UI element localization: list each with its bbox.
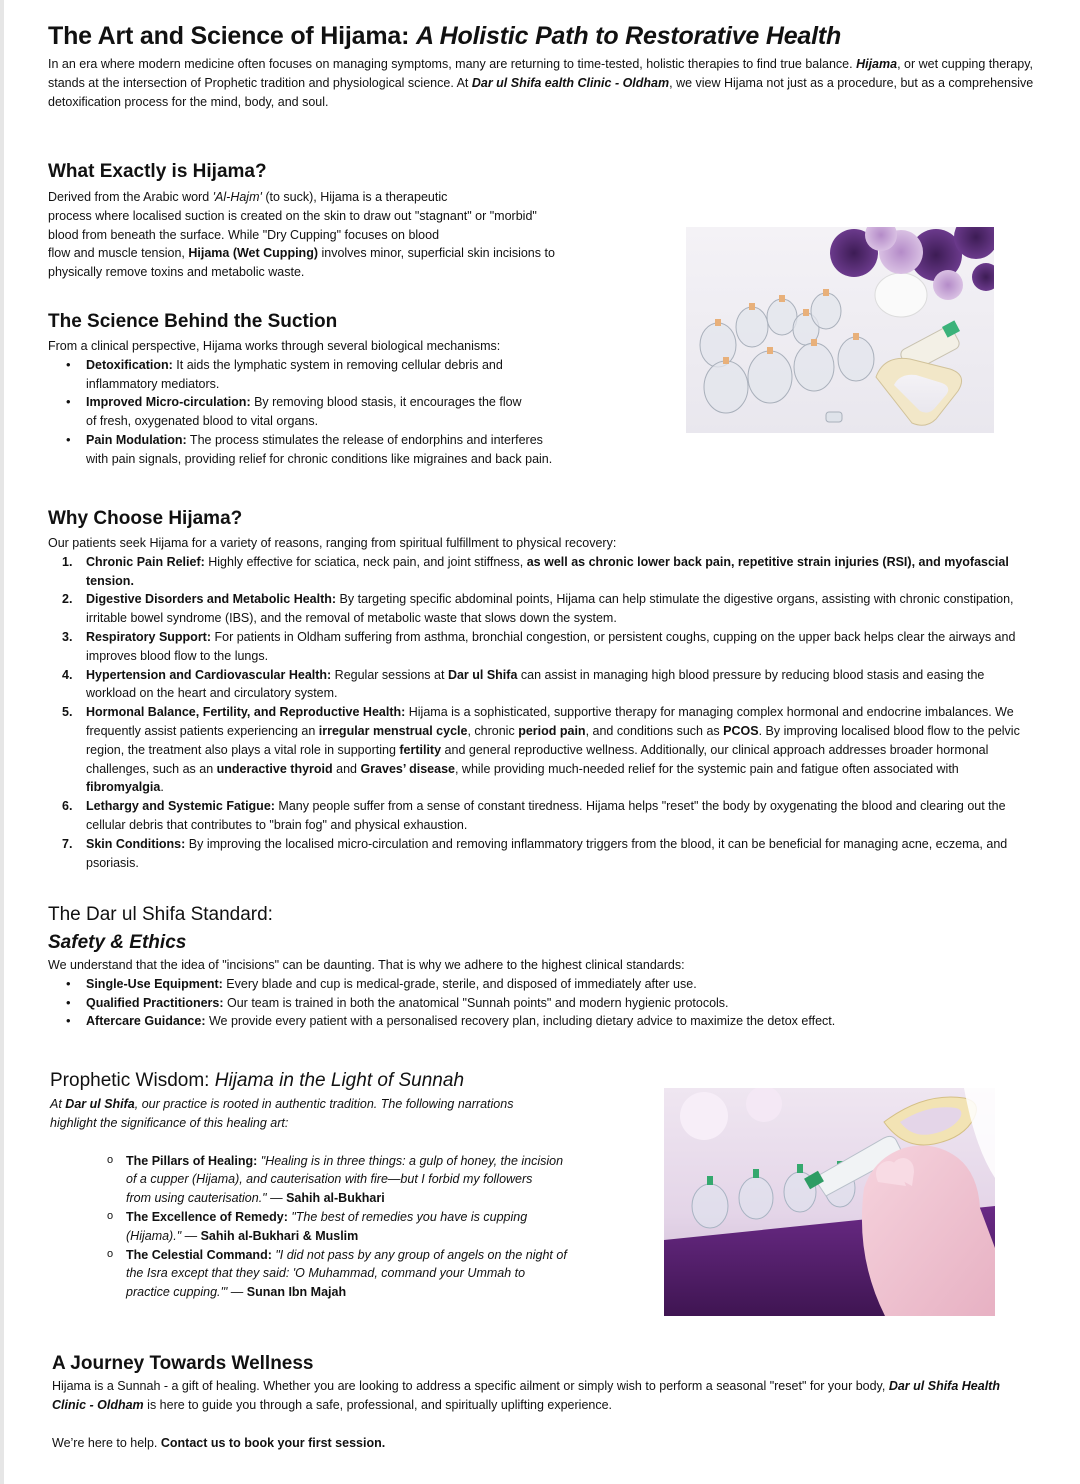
wisdom-heading: Prophetic Wisdom: Hijama in the Light of Sunnah bbox=[50, 1070, 465, 1091]
wisdom-intro: At Dar ul Shifa, our practice is rooted in authentic tradition. The following narrations highlight the significance of this healing art: bbox=[50, 1097, 514, 1130]
standard-subheading: Safety & Ethics bbox=[48, 932, 187, 953]
standard-heading: The Dar ul Shifa Standard: bbox=[48, 904, 273, 925]
list-item: • Aftercare Guidance: We provide every patient with a personalised recovery plan, including dietary advice to maximize the detox effect. bbox=[48, 1012, 1033, 1031]
narrations-list bbox=[50, 1152, 640, 1302]
header-section bbox=[48, 21, 1038, 111]
science-list bbox=[48, 356, 668, 469]
standard-section bbox=[48, 903, 1033, 1031]
cupping-procedure-photo bbox=[664, 1088, 995, 1316]
why-list bbox=[48, 553, 1033, 873]
journey-paragraph: Hijama is a Sunnah - a gift of healing. Whether you are looking to address a specific ailment or simply wish to perform a seasonal "reset" for your body, Dar ul Shifa Health Clinic - Oldham is here to guide you through a safe, professional, and spiritually uplifting experience. bbox=[52, 1379, 1000, 1412]
narration-item: o The Celestial Command: "I did not pass by any group of angels on the night of the Isra except that they said: 'O Muhammad, command your Ummah to practice cupping.'" — Sunan Ibn Majah bbox=[50, 1246, 640, 1302]
intro-paragraph: In an era where modern medicine often focuses on managing symptoms, many are returning to time-tested, holistic therapies to find true balance. Hijama, or wet cupping therapy, stands at the intersection of Prophetic tradition and physiological science. At Dar ul Shifa ealth Clinic - Oldham, we view Hijama not just as a procedure, but as a comprehensive detoxification process for the mind, body, and soul. bbox=[48, 57, 1034, 109]
contact-link[interactable]: Contact us to book your first session. bbox=[160, 1435, 386, 1450]
list-item: 4. Hypertension and Cardiovascular Health: Regular sessions at Dar ul Shifa can assist in managing high blood pressure by reducing blood stasis and easing the workload on the heart and circulatory system. bbox=[62, 667, 985, 701]
cupping-procedure-image bbox=[664, 1088, 995, 1316]
list-item: • Single-Use Equipment: Every blade and cup is medical-grade, sterile, and disposed of immediately after use. bbox=[48, 975, 1033, 994]
why-heading: Why Choose Hijama? bbox=[48, 508, 243, 529]
list-item: 5. Hormonal Balance, Fertility, and Reproductive Health: Hijama is a sophisticated, supportive therapy for managing complex hormonal and endocrine imbalances. We frequently assist patients experiencing an irregular menstrual cycle, chronic period pain, and conditions such as PCOS. By improving localised blood flow to the pelvic region, the treatment also plays a vital role in supporting fertility and general reproductive wellness. Additionally, our clinical approach addresses broader hormonal challenges, such as an underactive thyroid and Graves’ disease, while providing much-needed relief for the systemic pain and fatigue often associated with fibromyalgia. bbox=[62, 705, 1020, 795]
list-item: 7. Skin Conditions: By improving the localised micro-circulation and removing inflammatory triggers from the blood, it can be beneficial for managing acne, eczema, and psoriasis. bbox=[62, 836, 1008, 870]
cupping-set-photo bbox=[686, 227, 994, 433]
science-heading: The Science Behind the Suction bbox=[48, 311, 338, 332]
standard-list bbox=[48, 975, 1033, 1031]
list-item: 1. Chronic Pain Relief: Highly effective for sciatica, neck pain, and joint stiffness, as well as chronic lower back pain, repetitive strain injuries (RSI), and myofascial tension. bbox=[62, 554, 1009, 588]
why-intro: Our patients seek Hijama for a variety of reasons, ranging from spiritual fulfillment to physical recovery: bbox=[48, 536, 617, 550]
list-item: 3. Respiratory Support: For patients in Oldham suffering from asthma, bronchial congestion, or persistent coughs, cupping on the upper back helps clear the airways and improves blood flow to the lungs. bbox=[62, 629, 1016, 663]
narration-item: o The Excellence of Remedy: "The best of remedies you have is cupping (Hijama)." — Sahih al-Bukhari & Muslim bbox=[50, 1208, 640, 1246]
list-item: 2. Digestive Disorders and Metabolic Health: By targeting specific abdominal points, Hijama can help stimulate the digestive organs, assisting with chronic constipation, irritable bowel syndrome (IBS), and the removal of metabolic waste that slows down the system. bbox=[62, 592, 1014, 626]
list-item: • Qualified Practitioners: Our team is trained in both the anatomical "Sunnah points" and modern hygienic protocols. bbox=[48, 994, 1033, 1013]
wisdom-section bbox=[50, 1069, 640, 1302]
narration-item: o The Pillars of Healing: "Healing is in three things: a gulp of honey, the incision of a cupper (Hijama), and cauterisation with fire—but I forbid my followers from using cauterisation." — Sahih al-Bukhari bbox=[50, 1152, 640, 1208]
what-is-heading: What Exactly is Hijama? bbox=[48, 161, 267, 182]
science-intro: From a clinical perspective, Hijama works through several biological mechanisms: bbox=[48, 339, 501, 353]
list-item: 6. Lethargy and Systemic Fatigue: Many people suffer from a sense of constant tiredness. Hijama helps "reset" the body by oxygenating the blood and clearing out the cellular debris that contributes to "brain fog" and physical exhaustion. bbox=[62, 799, 1006, 832]
what-is-section bbox=[48, 160, 668, 282]
journey-heading: A Journey Towards Wellness bbox=[52, 1353, 314, 1374]
journey-section bbox=[52, 1352, 1037, 1452]
what-is-paragraph: Derived from the Arabic word 'Al-Hajm' (to suck), Hijama is a therapeutic process where localised suction is created on the skin to draw out "stagnant" or "morbid" blood from beneath the surface. While "Dry Cupping" focuses on blood flow and muscle tension, Hijama (Wet Cupping) involves minor, superficial skin incisions to physically remove toxins and metabolic waste. bbox=[48, 190, 555, 280]
list-item: • Improved Micro-circulation: By removing blood stasis, it encourages the flow of fresh, oxygenated blood to vital organs. bbox=[48, 393, 668, 431]
standard-intro: We understand that the idea of "incisions" can be daunting. That is why we adhere to the highest clinical standards: bbox=[48, 958, 685, 972]
list-item: • Detoxification: It aids the lymphatic system in removing cellular debris and inflammatory mediators. bbox=[48, 356, 668, 394]
science-section bbox=[48, 310, 668, 469]
why-section bbox=[48, 507, 1033, 872]
call-to-action: We’re here to help. Contact us to book your first session. bbox=[52, 1435, 386, 1450]
cupping-set-image bbox=[686, 227, 994, 433]
list-item: • Pain Modulation: The process stimulates the release of endorphins and interferes with pain signals, providing relief for chronic conditions like migraines and back pain. bbox=[48, 431, 668, 469]
page-title: The Art and Science of Hijama: A Holistic Path to Restorative Health bbox=[48, 22, 842, 50]
